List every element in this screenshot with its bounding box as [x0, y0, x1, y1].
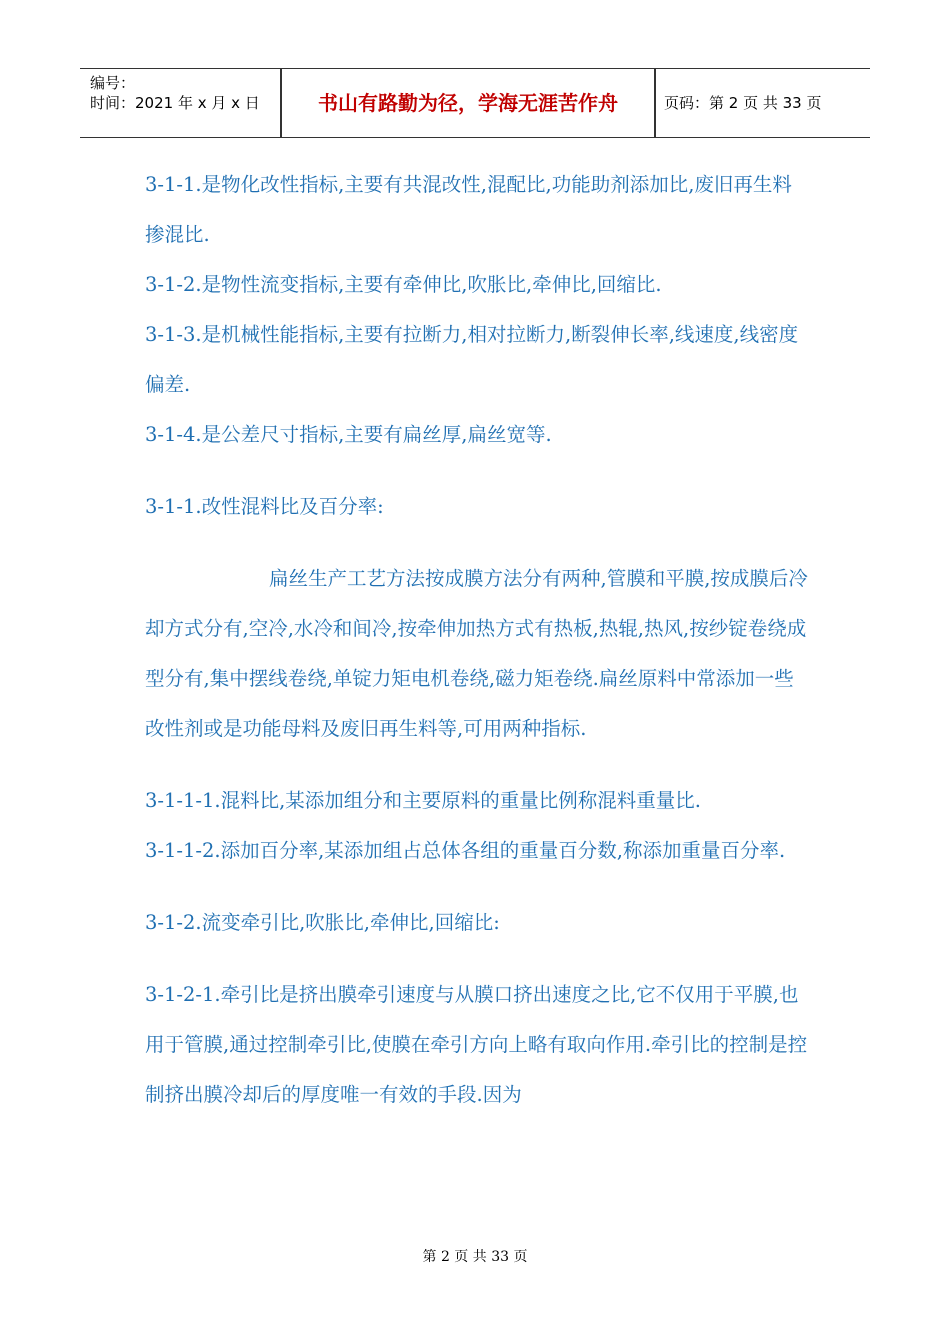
page-footer: 第 2 页 共 33 页 [422, 1249, 528, 1265]
page-header [80, 68, 870, 138]
paragraph: 3-1-2.是物性流变指标,主要有牵伸比,吹胀比,牵伸比,回缩比. [145, 273, 662, 296]
header-motto: 书山有路勤为径，学海无涯苦作舟 [318, 91, 618, 115]
header-meta [90, 73, 260, 113]
section-heading: 3-1-1.改性混料比及百分率: [145, 495, 384, 518]
paragraph: 3-1-1.是物化改性指标,主要有共混改性,混配比,功能助剂添加比,废旧再生料掺混比. [145, 173, 792, 246]
header-page-info: 页码：第 2 页 共 33 页 [664, 94, 822, 112]
paragraph: 3-1-3.是机械性能指标,主要有拉断力,相对拉断力,断裂伸长率,线速度,线密度偏差. [145, 323, 799, 396]
paragraph: 3-1-1-1.混料比,某添加组分和主要原料的重量比例称混料重量比. [145, 789, 701, 812]
serial-label: 编号： [90, 74, 136, 92]
section-heading: 3-1-2.流变牵引比,吹胀比,牵伸比,回缩比: [145, 911, 500, 934]
paragraph: 3-1-2-1.牵引比是挤出膜牵引速度与从膜口挤出速度之比,它不仅用于平膜,也用于管膜,通过控制牵引比,使膜在牵引方向上略有取向作用.牵引比的控制是控制挤出膜冷却后的厚度唯一有效的手段.因为 [145, 983, 808, 1106]
paragraph: 3-1-1-2.添加百分率,某添加组占总体各组的重量百分数,称添加重量百分率. [145, 839, 786, 862]
time-label: 时间：2021 年 x 月 x 日 [90, 94, 260, 112]
document-body [145, 160, 810, 1120]
header-divider [654, 69, 656, 137]
paragraph: 3-1-4.是公差尺寸指标,主要有扁丝厚,扁丝宽等. [145, 423, 552, 446]
paragraph: 扁丝生产工艺方法按成膜方法分有两种,管膜和平膜,按成膜后冷却方式分有,空冷,水冷和间冷,按牵伸加热方式有热板,热辊,热风,按纱锭卷绕成型分有,集中摆线卷绕,单锭力矩电机卷绕,磁力矩卷绕.扁丝原料中常添加一些改性剂或是功能母料及废旧再生料等,可用两种指标. [145, 567, 808, 740]
